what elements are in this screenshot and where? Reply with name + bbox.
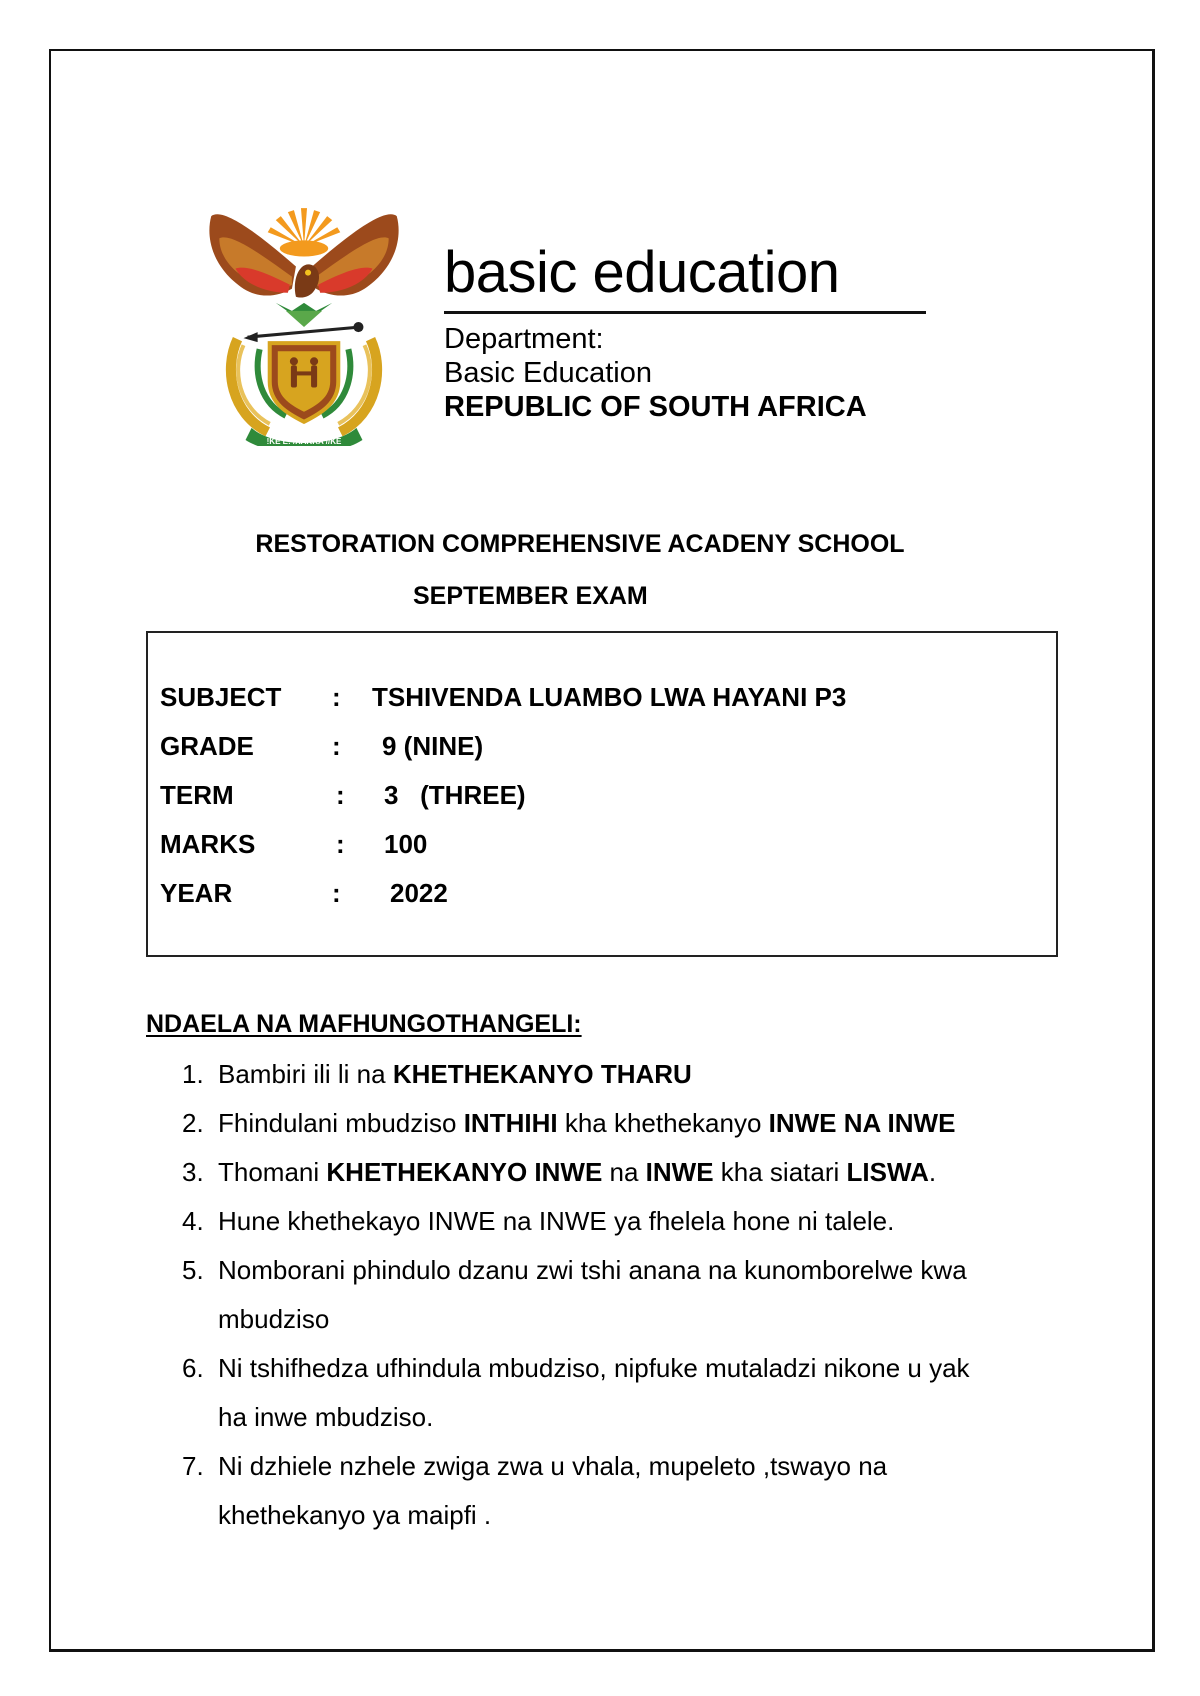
crest-motto: !KE E: /XARRA //KE: [266, 436, 342, 446]
exam-info-box: [146, 631, 1058, 957]
info-separator: :: [336, 780, 345, 810]
rising-sun: [268, 208, 341, 256]
info-label: SUBJECT: [160, 682, 282, 712]
info-value: 9 (NINE): [382, 731, 484, 761]
dept-line-republic: REPUBLIC OF SOUTH AFRICA: [444, 391, 867, 423]
info-separator: :: [332, 682, 341, 712]
info-value: 3 (THREE): [384, 780, 526, 810]
dept-line-department: Department:: [444, 323, 604, 355]
coat-of-arms-icon: [203, 198, 405, 446]
info-label: GRADE: [160, 731, 254, 761]
info-label: TERM: [160, 780, 234, 810]
instructions-heading: NDAELA NA MAFHUNGOTHANGELI:: [146, 1010, 582, 1038]
info-separator: :: [332, 731, 341, 761]
info-value: 2022: [390, 878, 448, 908]
info-label: YEAR: [160, 878, 233, 908]
info-separator: :: [332, 878, 341, 908]
exam-name: SEPTEMBER EXAM: [413, 582, 648, 610]
dept-line-basic-education: Basic Education: [444, 357, 652, 389]
brand-divider: [444, 311, 926, 314]
info-label: MARKS: [160, 829, 256, 859]
school-name: RESTORATION COMPREHENSIVE ACADENY SCHOOL: [255, 530, 905, 558]
info-separator: :: [336, 829, 345, 859]
info-value: TSHIVENDA LUAMBO LWA HAYANI P3: [372, 682, 847, 712]
brand-title: basic education: [444, 240, 840, 305]
info-value: 100: [384, 829, 428, 859]
